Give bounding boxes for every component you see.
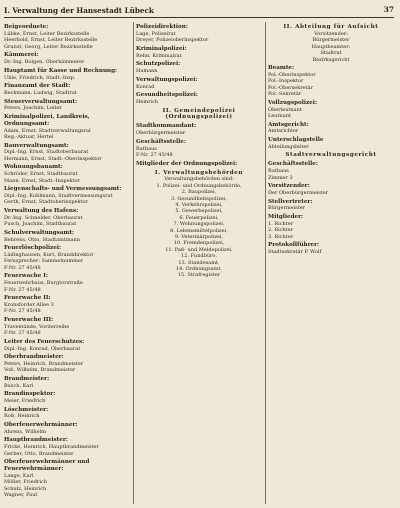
entry-line: Gerber, Otto, Brandmeister bbox=[4, 450, 74, 457]
entry-block bbox=[4, 164, 130, 184]
entry-line: Abteilungsleiter bbox=[268, 143, 309, 150]
entry-line: F-Nr. 27 45/48 bbox=[4, 330, 41, 337]
entry-line: Pol.-Sekretär bbox=[268, 91, 302, 98]
column-left bbox=[4, 22, 130, 504]
entry-block bbox=[268, 199, 394, 212]
entry-line: Bürgermeister bbox=[268, 205, 306, 212]
entry-line: Mann, Ernst, Stadt.-Inspektor bbox=[4, 177, 80, 184]
entry-heading: Hauptbrandmeister: bbox=[4, 437, 68, 444]
entry-line: Lübke, Ernst, Leiter Bezirksstelle bbox=[4, 30, 90, 37]
entry-heading: Geschäftsstelle: bbox=[136, 138, 186, 145]
entry-heading: Mitglieder der Ordnungspolizei: bbox=[136, 160, 238, 167]
entry-block bbox=[4, 391, 130, 404]
entry-line: Oberbürgermeister bbox=[136, 130, 186, 137]
entry-heading: Gesundheitspolizei: bbox=[136, 92, 198, 99]
entry-heading: Oberbrandmeister: bbox=[4, 354, 64, 361]
entry-heading: Feuerwache III: bbox=[4, 316, 54, 323]
entry-heading: Unterschlagstelle bbox=[268, 137, 324, 143]
entry-block bbox=[268, 100, 394, 120]
entry-heading: Vorsitzender: bbox=[268, 183, 310, 190]
entry-line: Bürgermeister bbox=[312, 37, 350, 44]
entry-line: F-Nr. 27 45/48 bbox=[136, 151, 173, 158]
entry-block bbox=[268, 242, 394, 255]
entry-line: 1. Polizei- und Ordnungsbehörde, bbox=[156, 182, 242, 189]
entry-block bbox=[4, 437, 130, 457]
column-middle bbox=[136, 22, 262, 504]
entry-line: Meier, Friedrich bbox=[4, 398, 46, 405]
entry-block bbox=[4, 68, 130, 81]
column-right bbox=[268, 22, 394, 504]
entry-line: Vorsitzender: bbox=[314, 30, 348, 37]
column-divider bbox=[265, 22, 266, 504]
entry-heading: Brandmeister: bbox=[4, 375, 50, 382]
entry-line: Pusch, Joachim, Stadtbaurat bbox=[4, 221, 77, 228]
entry-heading: Stadtverwaltungsgericht bbox=[285, 152, 377, 159]
entry-line: Fernsprecher: Sammelnummer bbox=[4, 258, 84, 265]
entry-line: Feuerwehrhaus, Burgtorstraße bbox=[4, 280, 83, 287]
entry-heading: I. Verwaltungsbehörden bbox=[154, 169, 244, 176]
entry-line: 8. Lebensmittelpolizei, bbox=[170, 227, 228, 234]
entry-heading: Feuerwache II: bbox=[4, 295, 51, 302]
entry-line: Grunst, Georg, Leiter Bezirksstelle bbox=[4, 43, 93, 50]
entry-heading: Steuerverwaltungsamt: bbox=[4, 98, 78, 105]
entry-block bbox=[268, 183, 394, 196]
entry-line: Lange, Karl bbox=[4, 472, 34, 479]
entry-heading: Schutzpolizei: bbox=[136, 61, 181, 68]
page-header bbox=[4, 3, 394, 18]
entry-line: Reg.-Aktuar, Hertel bbox=[4, 133, 54, 140]
entry-heading: Geschäftsstelle: bbox=[268, 161, 318, 168]
entry-block bbox=[4, 230, 130, 243]
entry-block bbox=[4, 52, 130, 65]
entry-line: Busch, Karl bbox=[4, 382, 34, 389]
entry-line: 4. Verkehrspolizei, bbox=[175, 201, 223, 208]
entry-line: Dr.-Ing. Schneider, Oberbaurat bbox=[4, 214, 83, 221]
entry-line: Kronsforder Allee 3 bbox=[4, 301, 54, 308]
entry-heading: Oberfeuerwehrmänner: bbox=[4, 422, 78, 429]
entry-heading: Oberfeuerwehrmänner und Feuerwehrmänner: bbox=[4, 459, 90, 473]
entry-heading: Leiter des Feuerschutzes: bbox=[4, 338, 85, 345]
entry-heading: Amtsgericht: bbox=[268, 121, 309, 128]
entry-line: 6. Feuerpolizei, bbox=[179, 214, 219, 221]
page-number: 37 bbox=[383, 5, 394, 14]
entry-line: Pol.-Inspektor bbox=[268, 78, 304, 85]
entry-heading: Polizeidirektion: bbox=[136, 24, 188, 31]
entry-heading: Kriminalpolizei: bbox=[136, 45, 187, 52]
entry-heading: Protokollführer: bbox=[268, 242, 320, 249]
entry-line: F-Nr. 27 45/48 bbox=[4, 308, 41, 315]
entry-line: 2. Baupolizei, bbox=[181, 189, 217, 196]
entry-block bbox=[4, 245, 130, 271]
entry-line: Heerhold, Ernst, Leiter Bezirksstelle bbox=[4, 37, 98, 44]
entry-line: Lage, Polizeirat bbox=[136, 30, 176, 37]
entry-block bbox=[136, 170, 262, 279]
entry-line: Stadtsekretär P. Wolf bbox=[268, 248, 322, 255]
entry-line: Beckmann, Ludwig, Stadtrat bbox=[4, 89, 77, 96]
entry-block bbox=[268, 122, 394, 135]
entry-heading: Stadtkommandant: bbox=[136, 123, 197, 130]
entry-block bbox=[4, 339, 130, 352]
entry-block bbox=[136, 92, 262, 105]
entry-block bbox=[268, 24, 394, 63]
entry-line: Amtsrichter bbox=[268, 128, 299, 135]
column-divider bbox=[133, 22, 134, 504]
entry-line: Rathaus bbox=[268, 168, 289, 175]
entry-line: F-Nr. 27 45/48 bbox=[4, 264, 41, 271]
entry-line: Gerth, Ernst, Stadtoberinspektor bbox=[4, 199, 88, 206]
entry-heading: Beamte: bbox=[268, 65, 295, 72]
entry-block bbox=[4, 422, 130, 435]
entry-line: 15. Strafregister bbox=[177, 272, 221, 279]
entry-line: 1. Richter bbox=[268, 220, 294, 227]
entry-line: 11. Paß- und Meldepolizei, bbox=[165, 246, 233, 253]
entry-block bbox=[136, 108, 262, 122]
entry-heading: Löschmeister: bbox=[4, 406, 49, 413]
entry-line: 5. Gewerbepolizei, bbox=[175, 208, 223, 215]
entry-block bbox=[136, 123, 262, 136]
entry-line: 3. Richter bbox=[268, 233, 294, 240]
entry-line: Leutnant bbox=[268, 113, 291, 120]
entry-block bbox=[4, 295, 130, 315]
entry-block bbox=[136, 77, 262, 90]
entry-block bbox=[4, 186, 130, 206]
entry-heading: Feuerwache I: bbox=[4, 273, 48, 280]
entry-block bbox=[4, 376, 130, 389]
entry-heading: Bauverwaltungsamt: bbox=[4, 142, 69, 149]
entry-line: Heinrich bbox=[136, 98, 159, 105]
entry-block bbox=[136, 61, 262, 74]
entry-line: Uhle, Friedrich, Stadt.-Insp. bbox=[4, 74, 76, 81]
entry-line: Zimmer 3 bbox=[268, 174, 293, 181]
entry-block bbox=[136, 139, 262, 159]
entry-line: Roß, Heinrich bbox=[4, 413, 40, 420]
entry-heading: Liegenschafts- und Vermessungsamt: bbox=[4, 186, 122, 193]
entry-line: 9. Veterinärpolizei, bbox=[174, 233, 224, 240]
entry-line: 7. Wohnungspolizei, bbox=[173, 221, 225, 228]
entry-heading: Verwaltungspolizei: bbox=[136, 76, 198, 83]
entry-line: Voß, Wilhelm, Brandmeister bbox=[4, 367, 76, 374]
entry-line: Hermann, Ernst, Stadt.-Oberinspektor bbox=[4, 155, 102, 162]
entry-line: Fricke, Heinrich, Hauptbrandmeister bbox=[4, 444, 99, 451]
entry-line: Peters, Heinrich, Brandmeister bbox=[4, 360, 84, 367]
entry-line: Ahrens, Wilhelm bbox=[4, 428, 46, 435]
entry-line: Hamann bbox=[136, 68, 158, 75]
entry-line: Oberleutnant bbox=[268, 106, 302, 113]
entry-heading: Finanzamt der Stadt: bbox=[4, 83, 71, 90]
entry-block bbox=[4, 24, 130, 50]
entry-line: Travemünde, Vorderreihe bbox=[4, 323, 70, 330]
entry-block bbox=[136, 46, 262, 59]
entry-block bbox=[4, 99, 130, 112]
entry-line: 2. Richter bbox=[268, 227, 294, 234]
entry-line: Dipl.-Ing. Konrad, Oberbaurat bbox=[4, 345, 81, 352]
entry-line: Rehn, Kriminalrat bbox=[136, 52, 182, 59]
entry-heading: Verwaltung des Hafens: bbox=[4, 207, 79, 214]
entry-block bbox=[4, 407, 130, 420]
entry-heading: Beigeordnete: bbox=[4, 24, 49, 31]
entry-line: Der Oberbürgermeister bbox=[268, 189, 329, 196]
entry-line: Lüdinghausen, Kurt, Branddirektor bbox=[4, 251, 94, 258]
entry-block bbox=[268, 152, 394, 159]
entry-heading: Kämmerei: bbox=[4, 52, 39, 59]
entry-line: Möller, Friedrich bbox=[4, 479, 47, 486]
entry-line: 14. Ordnungsamt, bbox=[176, 265, 222, 272]
entry-line: Bezirksgericht bbox=[312, 56, 350, 63]
entry-block bbox=[4, 317, 130, 337]
entry-block bbox=[268, 137, 394, 150]
entry-line: Rathaus bbox=[136, 145, 157, 152]
entry-line: Dreyer, Polizeioberinspektor bbox=[136, 37, 209, 44]
entry-heading: Kriminalpolizei, Landkreis, Ordnungsamt: bbox=[4, 113, 90, 127]
entry-block bbox=[4, 354, 130, 374]
entry-line: Dr.-Ing. Bolgen, Oberkämmerer bbox=[4, 59, 85, 66]
entry-heading: Vollzugspolizei: bbox=[268, 99, 317, 106]
entry-block bbox=[4, 459, 130, 498]
entry-block bbox=[4, 143, 130, 163]
entry-heading: Mitglieder: bbox=[268, 213, 304, 220]
entry-line: Pol.-Oberinspektor bbox=[268, 72, 316, 78]
entry-line: Dipl.-Ing. Ernst, Stadtoberbaurat bbox=[4, 149, 89, 156]
entry-line: Konrad bbox=[136, 83, 155, 90]
entry-line: Behrens, Otto, Stadtamtmann bbox=[4, 236, 80, 243]
entry-block bbox=[136, 24, 262, 44]
entry-heading: II. Abteilung für Aufsicht bbox=[283, 24, 379, 31]
entry-line: Dipl.-Ing. Kuhlmann, Stadtvermessungsrat bbox=[4, 192, 113, 199]
entry-block bbox=[136, 161, 262, 168]
entry-line: Schulz, Heinrich bbox=[4, 485, 47, 492]
entry-block bbox=[268, 65, 394, 97]
entry-line: 12. Fundbüro, bbox=[180, 253, 218, 260]
entry-line: Peters, Joachim, Leiter bbox=[4, 105, 62, 112]
entry-block bbox=[268, 214, 394, 240]
entry-block bbox=[4, 83, 130, 96]
entry-heading: Stellvertreter: bbox=[268, 198, 313, 205]
entry-heading: II. Gemeindepolizei (Ordnungspolizei) bbox=[162, 107, 236, 121]
entry-line: 10. Fremdenpolizei, bbox=[173, 240, 225, 247]
entry-line: 3. Gesundheitspolizei, bbox=[170, 195, 228, 202]
entry-block bbox=[4, 114, 130, 140]
entry-heading: Schulverwaltungsamt: bbox=[4, 229, 74, 236]
entry-heading: Wohnungsbauamt: bbox=[4, 164, 63, 171]
page-title: I. Verwaltung der Hansestadt Lübeck bbox=[4, 6, 154, 15]
entry-block bbox=[268, 161, 394, 181]
entry-heading: Hauptamt für Kasse und Rechnung: bbox=[4, 67, 118, 74]
entry-line: Schröder, Ernst, Stadtbaurat bbox=[4, 171, 78, 178]
entry-heading: Brandinspektor: bbox=[4, 391, 56, 398]
entry-block bbox=[4, 208, 130, 228]
entry-line: Wagner, Paul bbox=[4, 492, 38, 499]
entry-line: Verwaltungsbehörden sind: bbox=[164, 176, 234, 183]
entry-line: Pol.-Obersekretär bbox=[268, 84, 313, 91]
entry-line: Adam, Ernst, Stadtverwaltungsrat bbox=[4, 127, 91, 134]
entry-line: Stadtrat bbox=[320, 50, 342, 57]
entry-line: F-Nr. 27 45/48 bbox=[4, 286, 41, 293]
entry-line: 13. Standesamt, bbox=[178, 259, 220, 266]
entry-heading: Feuerlöschpolizei: bbox=[4, 245, 62, 252]
entry-block bbox=[4, 273, 130, 293]
entry-line: Hauptbeamter: bbox=[311, 43, 351, 50]
